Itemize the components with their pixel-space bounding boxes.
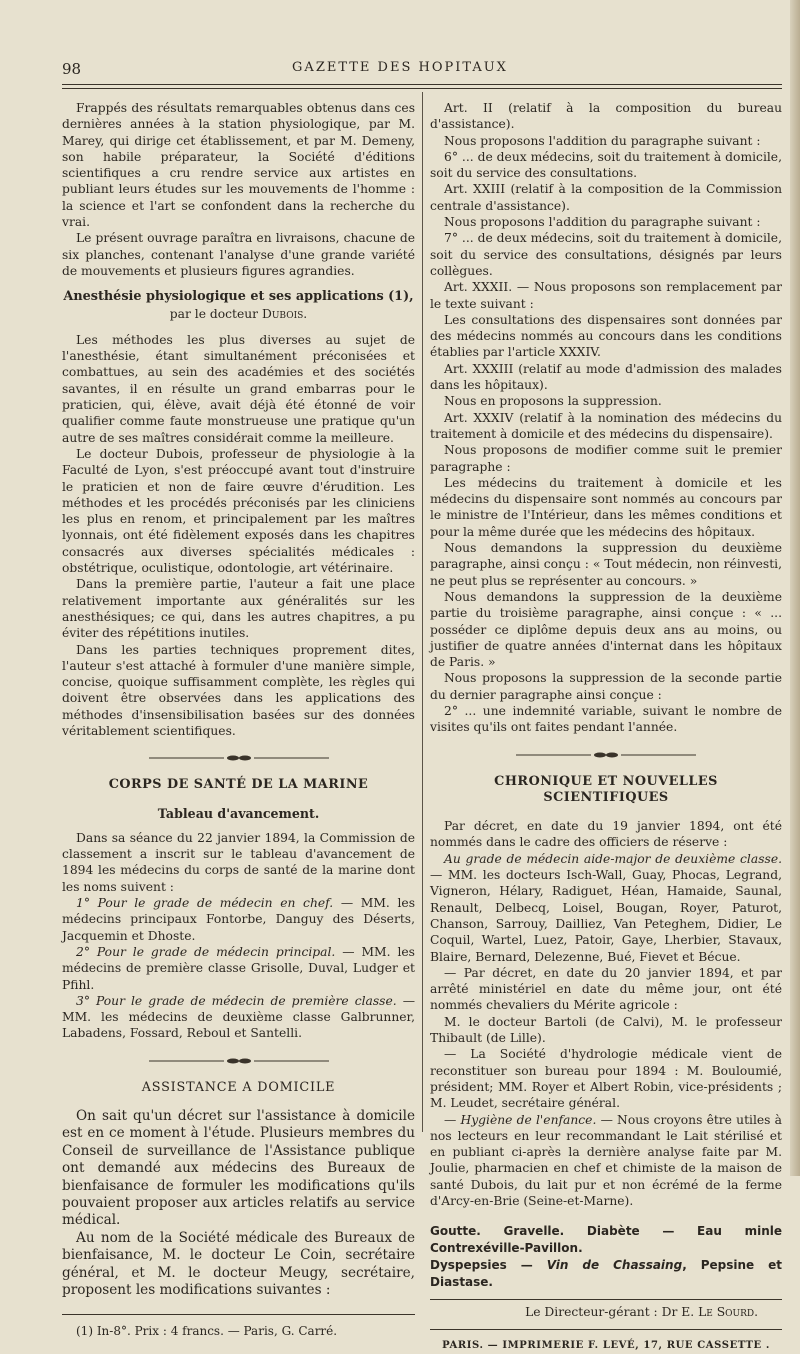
chronicle-paragraph-3: — Par décret, en date du 20 janvier 1894, et par arrêté ministériel en date du même jour, ont été nommés chevaliers du Mérite agricole : <box>430 965 782 1013</box>
advertisement <box>430 1223 782 1291</box>
article-34-paragraph-2: Nous demandons la suppression du deuxième paragraphe, ainsi conçu : « Tout médecin, non réinvesti, ne peut plus se représenter au concours. » <box>430 541 782 588</box>
ornament-divider <box>149 753 329 763</box>
marine-item-2-text: — MM. les médecins de première classe Grisolle, Duval, Ludger et Pfihl. <box>62 944 415 992</box>
marine-item-2 <box>62 944 415 993</box>
article-34-text: Les médecins du traitement à domicile et les médecins du dispensaire sont nommés au concours par le ministre de l'Intérieur, dans les mêmes conditions et pour la même durée que les médecins des hôpitaux. <box>430 475 782 539</box>
article-34-proposal: Nous proposons de modifier comme suit le premier paragraphe : <box>430 443 782 474</box>
page-edge <box>790 0 800 1176</box>
chronicle-paragraph-6 <box>430 1112 782 1210</box>
chronicle-paragraph-2 <box>430 851 782 965</box>
advertisement-line-2 <box>430 1257 782 1291</box>
marine-paragraph-1: Dans sa séance du 22 janvier 1894, la Commission de classement a inscrit sur le tableau d'avancement de 1894 les médecins du corps de santé de la marine dont les noms suivent : <box>62 830 415 894</box>
anesthesia-paragraph-3: Dans la première partie, l'auteur a fait une place relativement importante aux généralités sur les anesthésiques; ce qui, dans les autres chapitres, a pu éviter des répétitions inutiles. <box>62 577 415 641</box>
marine-item-1-label: 1° Pour le grade de médecin en chef. <box>76 896 334 911</box>
tableau-title: Tableau d'avancement. <box>157 805 320 821</box>
marine-item-3-text: — MM. les médecins de deuxième classe Galbrunner, Labadens, Fossard, Reboul et Santelli. <box>62 993 415 1041</box>
chronicle-paragraph-6-text: — Nous croyons être utiles à nos lecteurs en leur recommandant le Lait stérilisé et en publiant ci-après la dernière analyse faite par M. Joulie, pharmacien en chef et chimiste de la maison de santé Dubois, du lait pur et non écrémé de la ferme d'Arcy-en-Brie (Seine-et-Marne). <box>430 1112 782 1208</box>
anesthesia-title: Anesthésie physiologique et ses applications (1), <box>63 289 414 305</box>
anesthesia-paragraph-2: Le docteur Dubois, professeur de physiologie à la Faculté de Lyon, s'est préoccupé avant tout d'instruire le praticien et non de faire œuvre d'érudition. Les méthodes et les procédés préconisés par les cliniciens les plus en renom, et principalement par les maîtres lyonnais, ont été fidèlement exposés dans les chapitres consacrés aux diverses spécialités médicales : obstétrique, oculistique, odontologie, art vétérinaire. <box>62 446 415 576</box>
intro-paragraph-1: Frappés des résultats remarquables obtenus dans ces dernières années à la station physiologique, par M. Marey, qui dirige cet établissement, et par M. Demeny, son habile préparateur, la Société d'éditions scientifiques a cru rendre service aux artistes en publiant leurs études sur les mouvements de l'homme : la science et l'art se confondent dans la recherche du vrai. <box>62 101 415 230</box>
header-rule-double <box>62 88 782 89</box>
article-23-text: 7° ... de deux médecins, soit du traitement à domicile, soit du service des consultations, désignés par leurs collègues. <box>430 231 782 278</box>
article-23-proposal: Nous proposons l'addition du paragraphe suivant : <box>444 215 761 230</box>
anesthesia-paragraph-1: Les méthodes les plus diverses au sujet de l'anesthésie, étant simultanément préconisées et combattues, au sein des académies et des sociétés savantes, il en résulte un grand embarras pour le praticien, qui, élève, avait déjà été étonné de voir qualifier comme faute monstrueuse une pratique qu'un autre de ses maîtres considérait comme la meilleure. <box>62 332 415 445</box>
advertisement-line-1: Goutte. Gravelle. Diabète — Eau minle Contrexéville-Pavillon. <box>430 1224 782 1256</box>
anesthesia-paragraph-4: Dans les parties techniques proprement dites, l'auteur s'est attaché à formuler d'une manière simple, concise, quoique suffisamment complète, les règles qui doivent être observées dans les applications des méthodes d'insensibilisation basées sur des données véritablement scientifiques. <box>62 642 415 738</box>
article-2-text: 6° ... de deux médecins, soit du traitement à domicile, soit du service des consultations. <box>430 149 782 181</box>
chronicle-paragraph-4: M. le docteur Bartoli (de Calvi), M. le professeur Thibault (de Lille). <box>430 1014 782 1046</box>
marine-item-3 <box>62 993 415 1042</box>
header-rule <box>62 84 782 85</box>
imprint-rule <box>430 1329 782 1330</box>
footnote: (1) In-8°. Prix : 4 francs. — Paris, G. Carré. <box>76 1323 338 1338</box>
ornament-divider <box>149 1056 329 1066</box>
footnote-rule <box>62 1314 415 1315</box>
imprint: PARIS. — IMPRIMERIE F. LEVÉ, 17, RUE CASSETTE . <box>442 1339 770 1351</box>
assistance-paragraph-2: Au nom de la Société médicale des Bureaux de bienfaisance, M. le docteur Le Coin, secrétaire général, et M. le docteur Meugy, secrétaire, proposent les modifications suivantes : <box>62 1229 415 1299</box>
author-name: Dubois. <box>261 306 308 321</box>
chronicle-paragraph-2-label: Au grade de médecin aide-major de deuxième classe. <box>444 851 782 866</box>
left-column <box>62 100 415 1339</box>
advertisement-line-2-end: , Pepsine et Diastase. <box>430 1258 783 1290</box>
marine-section-title: CORPS DE SANTÉ DE LA MARINE <box>108 777 369 793</box>
article-23-heading: Art. XXIII (relatif à la composition de la Commission centrale d'assistance). <box>430 182 782 213</box>
article-2-heading: Art. II (relatif à la composition du bureau d'assistance). <box>430 101 782 132</box>
column-divider <box>422 92 423 1132</box>
intro-paragraph-2: Le présent ouvrage paraîtra en livraisons, chacune de six planches, contenant l'analyse d'une grande variété de mouvements et plusieurs figures agrandies. <box>62 231 415 278</box>
article-33-heading: Art. XXXIII (relatif au mode d'admission des malades dans les hôpitaux). <box>430 361 782 393</box>
article-34-heading: Art. XXXIV (relatif à la nomination des médecins du traitement à domicile et des médecins du dispensaire). <box>430 410 782 441</box>
chronicle-paragraph-5: — La Société d'hydrologie médicale vient de reconstituer son bureau pour 1894 : M. Bouloumié, président; MM. Royer et Albert Robin, vice-présidents ; M. Leudet, secrétaire général. <box>430 1047 782 1111</box>
signature-rule <box>430 1299 782 1300</box>
marine-item-1 <box>62 895 415 944</box>
marine-item-2-label: 2° Pour le grade de médecin principal. <box>76 944 336 959</box>
chronicle-paragraph-6-label: — Hygiène de l'enfance. <box>444 1112 597 1127</box>
anesthesia-author <box>62 306 415 322</box>
right-column <box>430 100 782 1354</box>
chronicle-paragraph-2-text: — MM. les docteurs Isch-Wall, Guay, Phocas, Legrand, Vigneron, Hélary, Radiguet, Héan, Hamaide, Saunal, Renault, Delbecq, Loisel, Bougan, Royer, Paturot, Chanson, Sarrouy, Dailliez, Van Peteghem, Didier, Le Coquil, Wartel, Luez, Patoir, Gaye, Lherbier, Stavaux, Blaire, Bernard, Delezenne, Bué, Fievet et Bécue. <box>430 868 782 964</box>
advertisement-line-2-start: Dyspepsies — <box>430 1258 547 1273</box>
signature-name: Le Sourd. <box>698 1305 758 1320</box>
article-33-proposal: Nous en proposons la suppression. <box>444 394 662 409</box>
article-2-proposal: Nous proposons l'addition du paragraphe suivant : <box>444 133 761 148</box>
article-34-paragraph-4: Nous proposons la suppression de la seconde partie du dernier paragraphe ainsi conçue : <box>430 671 782 702</box>
article-32-text: Les consultations des dispensaires sont données par des médecins nommés au concours dans les conditions établies par l'article XXXIV. <box>430 312 782 360</box>
running-title: GAZETTE DES HOPITAUX <box>292 60 508 75</box>
advertisement-line-2-italic: Vin de Chassaing <box>546 1258 683 1273</box>
marine-item-1-text: — MM. les médecins principaux Fontorbe, Danguy des Déserts, Jacquemin et Dhoste. <box>62 896 416 943</box>
assistance-paragraph-1: On sait qu'un décret sur l'assistance à domicile est en ce moment à l'étude. Plusieurs membres du Conseil de surveillance de l'Assistance publique ont demandé aux médecins des Bureaux de bienfaisance de formuler les modifications qu'ils pouvaient proposer aux articles relatifs au service médical. <box>62 1108 415 1229</box>
article-34-paragraph-5: 2° ... une indemnité variable, suivant le nombre de visites qu'ils ont faites pendant l'année. <box>430 703 782 735</box>
article-32-heading: Art. XXXII. — Nous proposons son remplacement par le texte suivant : <box>430 280 782 311</box>
assistance-section-title: ASSISTANCE A DOMICILE <box>141 1079 336 1095</box>
chronicle-section-title: CHRONIQUE ET NOUVELLES SCIENTIFIQUES <box>494 773 718 805</box>
page-number: 98 <box>62 60 82 78</box>
chronicle-paragraph-1: Par décret, en date du 19 janvier 1894, ont été nommés dans le cadre des officiers de réserve : <box>430 819 782 850</box>
marine-item-3-label: 3° Pour le grade de médecin de première classe. <box>76 993 397 1008</box>
author-prefix: par le docteur <box>169 306 259 321</box>
signature-prefix: Le Directeur-gérant : Dr E. <box>525 1305 695 1320</box>
article-34-paragraph-3: Nous demandons la suppression de la deuxième partie du troisième paragraphe, ainsi conçue : « ... posséder ce diplôme depuis deux ans au moins, ou justifier de quatre années d'internat dans les hôpitaux de Paris. » <box>430 589 782 670</box>
signature <box>430 1304 782 1320</box>
ornament-divider <box>516 750 696 760</box>
